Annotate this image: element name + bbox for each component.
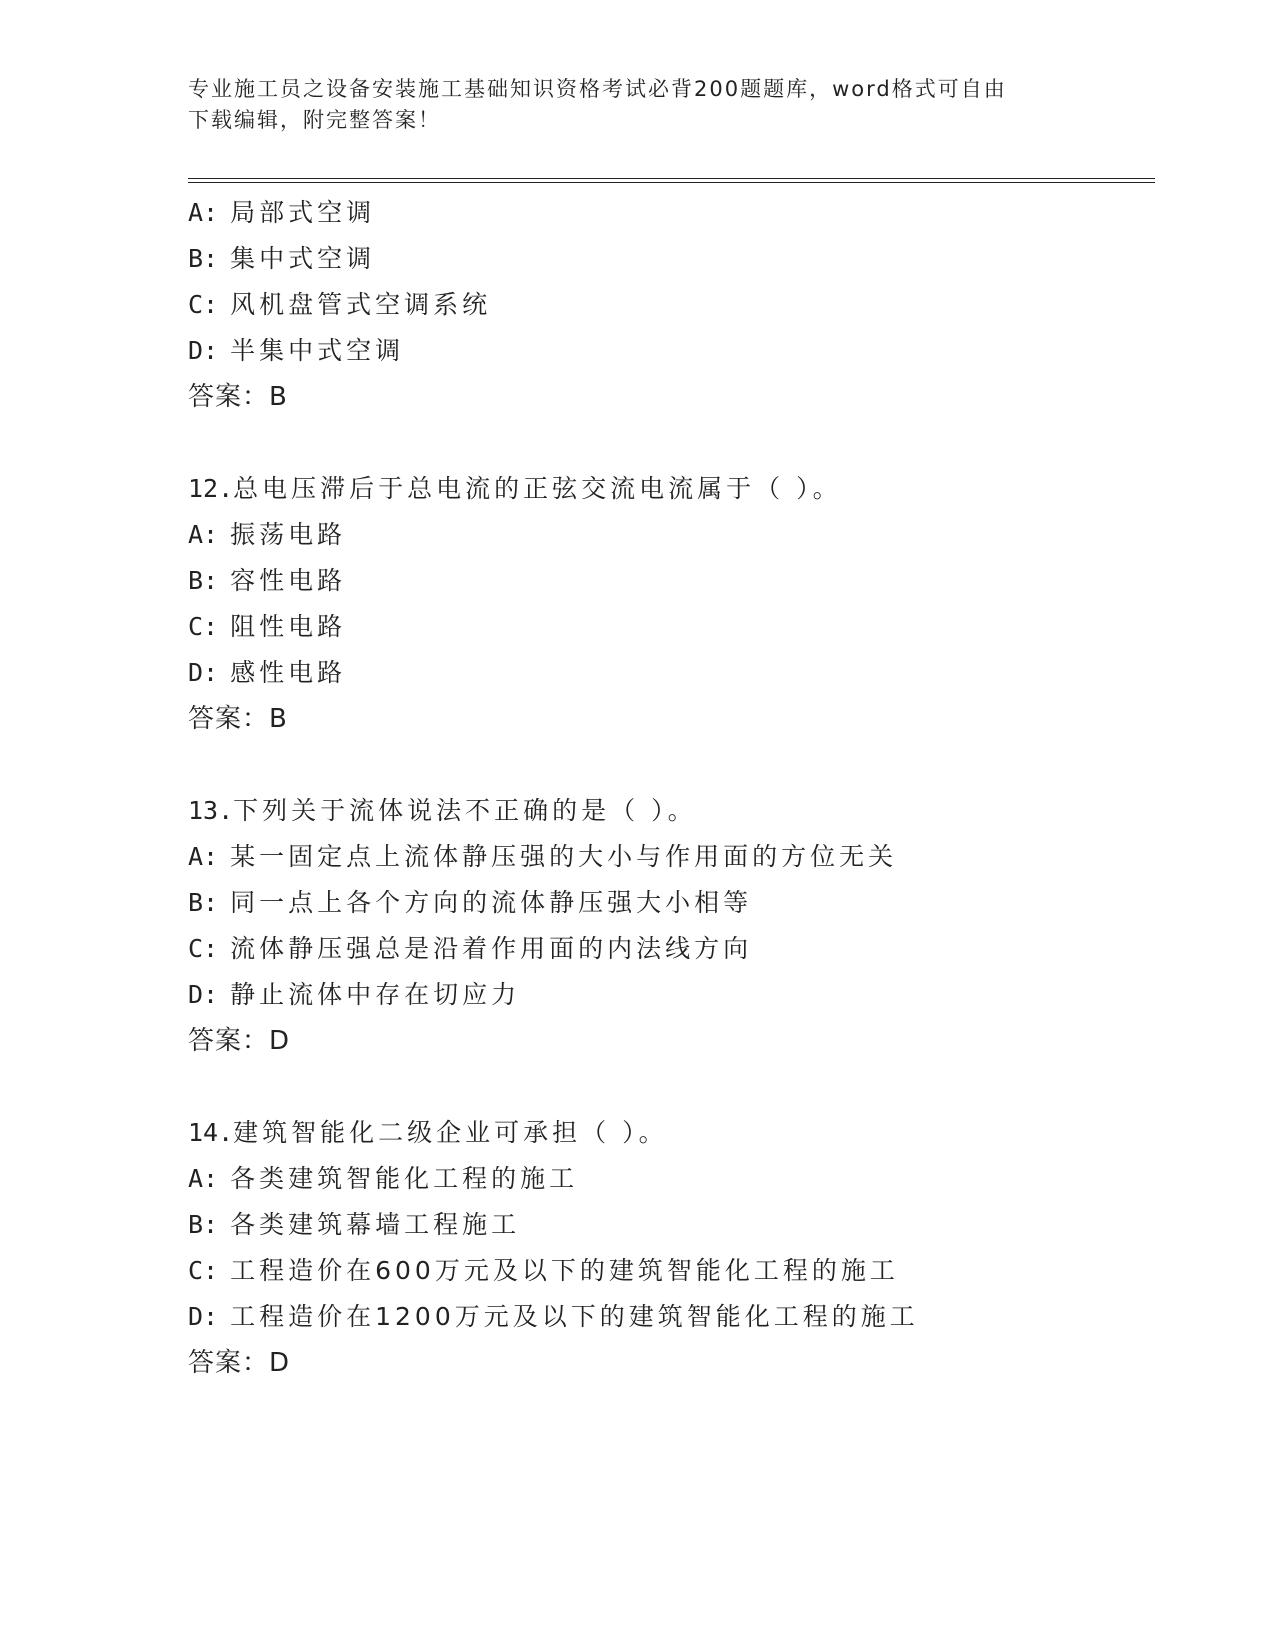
option-letter: C: <box>188 1256 219 1285</box>
question-11 <box>188 190 1148 420</box>
answer-line: 答案：D <box>188 1026 291 1056</box>
option-letter: D: <box>188 980 219 1009</box>
option-text: 工程造价在600万元及以下的建筑智能化工程的施工 <box>230 1256 899 1285</box>
option-text: 半集中式空调 <box>230 336 405 365</box>
option-text: 容性电路 <box>230 566 347 595</box>
question-14 <box>188 1110 1148 1386</box>
question-number: 12. <box>188 474 234 503</box>
spacer <box>188 742 1148 788</box>
question-text: 建筑智能化二级企业可承担（ ）。 <box>233 1118 668 1147</box>
question-stem <box>188 1110 1148 1156</box>
option-text: 同一点上各个方向的流体静压强大小相等 <box>230 888 753 917</box>
option-text: 风机盘管式空调系统 <box>230 290 492 319</box>
option-letter: B: <box>188 566 219 595</box>
header-divider-top <box>188 178 1155 179</box>
option-text: 各类建筑幕墙工程施工 <box>230 1210 521 1239</box>
question-stem <box>188 788 1148 834</box>
option-letter: B: <box>188 244 219 273</box>
option-d <box>188 650 1148 696</box>
option-b <box>188 236 1148 282</box>
option-text: 静止流体中存在切应力 <box>230 980 521 1009</box>
option-d <box>188 972 1148 1018</box>
header-divider-bottom <box>188 182 1155 183</box>
question-number: 13. <box>188 796 234 825</box>
header-line-2: 下载编辑，附完整答案！ <box>188 108 441 132</box>
option-d <box>188 1294 1148 1340</box>
question-13 <box>188 788 1148 1064</box>
option-letter: B: <box>188 888 219 917</box>
option-text: 工程造价在1200万元及以下的建筑智能化工程的施工 <box>230 1302 919 1331</box>
question-text: 总电压滞后于总电流的正弦交流电流属于（ ）。 <box>233 474 842 503</box>
option-letter: A: <box>188 1164 219 1193</box>
option-letter: C: <box>188 290 219 319</box>
option-text: 阻性电路 <box>230 612 347 641</box>
answer-line: 答案：B <box>188 382 288 412</box>
option-b <box>188 1202 1148 1248</box>
option-text: 某一固定点上流体静压强的大小与作用面的方位无关 <box>230 842 898 871</box>
option-b <box>188 880 1148 926</box>
option-letter: A: <box>188 842 219 871</box>
option-letter: D: <box>188 336 219 365</box>
option-text: 局部式空调 <box>230 198 376 227</box>
option-a <box>188 834 1148 880</box>
spacer <box>188 1064 1148 1110</box>
option-text: 感性电路 <box>230 658 347 687</box>
option-letter: D: <box>188 658 219 687</box>
question-12 <box>188 466 1148 742</box>
option-a <box>188 190 1148 236</box>
option-letter: C: <box>188 934 219 963</box>
option-letter: C: <box>188 612 219 641</box>
option-d <box>188 328 1148 374</box>
option-text: 流体静压强总是沿着作用面的内法线方向 <box>230 934 753 963</box>
option-c <box>188 926 1148 972</box>
question-number: 14. <box>188 1118 234 1147</box>
option-c <box>188 282 1148 328</box>
answer-line: 答案：D <box>188 1348 291 1378</box>
header-line-1: 专业施工员之设备安装施工基础知识资格考试必背200题题库，word格式可自由 <box>188 77 1007 101</box>
option-text: 各类建筑智能化工程的施工 <box>230 1164 579 1193</box>
option-c <box>188 1248 1148 1294</box>
option-text: 振荡电路 <box>230 520 347 549</box>
answer-line: 答案：B <box>188 704 288 734</box>
option-a <box>188 1156 1148 1202</box>
option-letter: D: <box>188 1302 219 1331</box>
option-letter: B: <box>188 1210 219 1239</box>
question-list <box>188 190 1148 1386</box>
option-letter: A: <box>188 520 219 549</box>
option-c <box>188 604 1148 650</box>
question-text: 下列关于流体说法不正确的是（ ）。 <box>233 796 697 825</box>
option-letter: A: <box>188 198 219 227</box>
option-text: 集中式空调 <box>230 244 376 273</box>
spacer <box>188 420 1148 466</box>
option-b <box>188 558 1148 604</box>
document-header <box>188 74 1088 136</box>
option-a <box>188 512 1148 558</box>
question-stem <box>188 466 1148 512</box>
